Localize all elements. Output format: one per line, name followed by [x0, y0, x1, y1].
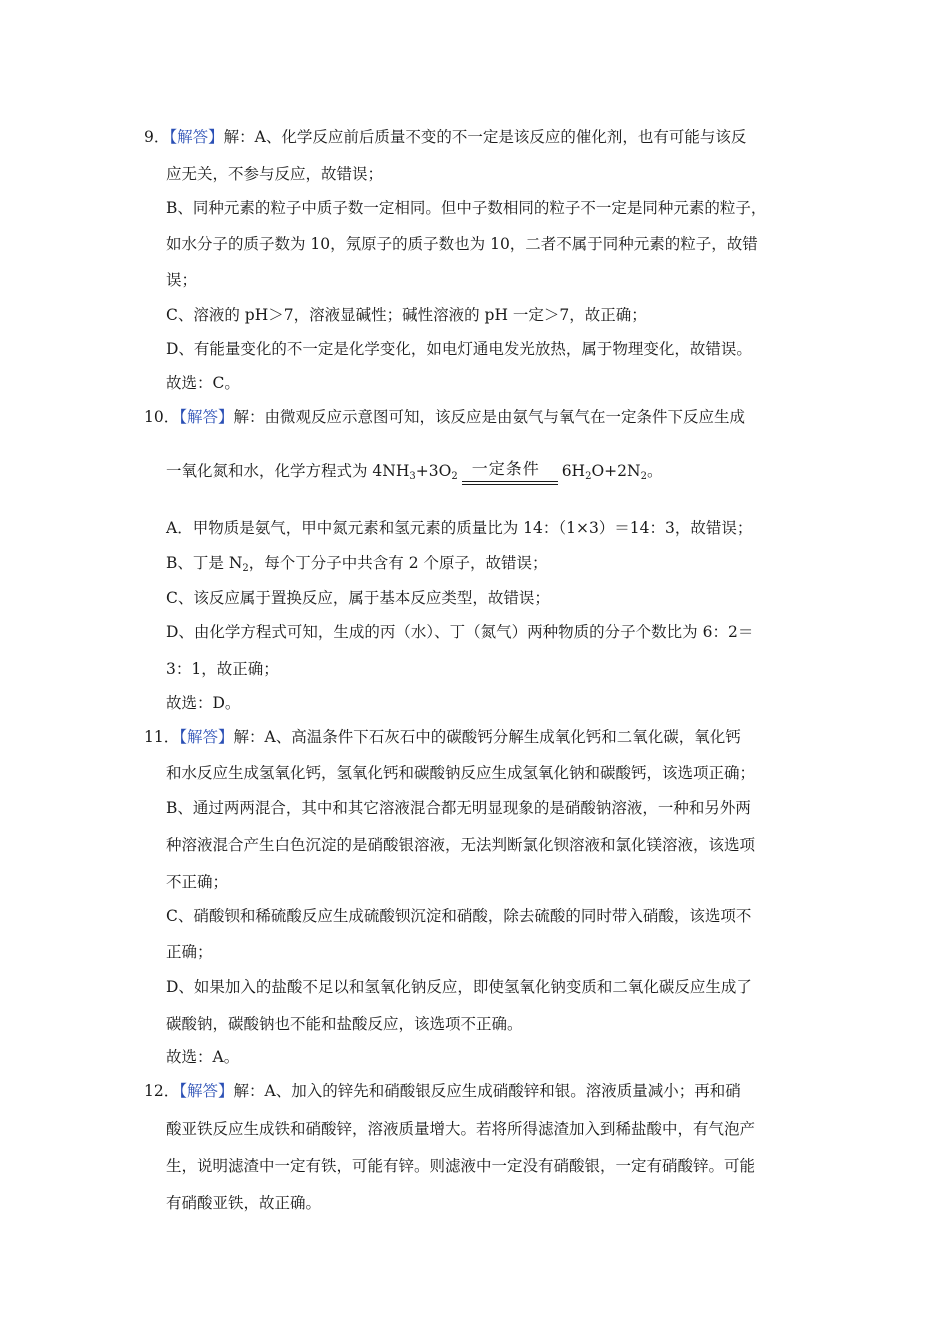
equals-bar	[462, 481, 558, 482]
text-segment: ，每个丁分子中共含有 2 个原子，故错误；	[248, 554, 548, 572]
text-segment: B、丁是 N	[166, 554, 243, 572]
reaction-condition	[462, 461, 558, 481]
q11-first-line	[144, 727, 741, 747]
q10-line-7: 3：1，故正确；	[166, 660, 279, 678]
equation-end: 。	[646, 462, 663, 480]
q9-line-4: 如水分子的质子数为 10，氖原子的质子数也为 10，二者不属于同种元素的粒子，故错	[166, 235, 758, 253]
equation-product: O+2N	[591, 462, 641, 480]
q10-equation-line	[166, 461, 662, 481]
q9-number: 9．	[144, 128, 170, 146]
subscript: 2	[451, 471, 458, 482]
q10-line-6: D、由化学方程式可知，生成的丙（水）、丁（氮气）两种物质的分子个数比为 6：2＝	[166, 623, 754, 641]
q9-line-3: B、同种元素的粒子中质子数一定相同。但中子数相同的粒子不一定是同种元素的粒子，	[166, 199, 767, 217]
q10-first-line	[144, 407, 745, 427]
subscript: 2	[242, 563, 249, 574]
q10-text: 解：由微观反应示意图可知，该反应是由氨气与氧气在一定条件下反应生成	[233, 408, 746, 426]
subscript: 2	[585, 471, 592, 482]
q11-choice: 故选：A。	[166, 1048, 240, 1066]
q11-line-6: C、硝酸钡和稀硫酸反应生成硫酸钡沉淀和硝酸，除去硫酸的同时带入硝酸，该选项不	[166, 907, 752, 925]
q9-answer-tag: 【解答】	[169, 128, 224, 146]
condition-text: 一定条件	[471, 459, 540, 478]
q12-number: 12．	[144, 1082, 180, 1100]
q10-choice: 故选：D。	[166, 694, 241, 712]
q10-number: 10．	[144, 408, 180, 426]
q12-line-4: 有硝酸亚铁，故正确。	[166, 1194, 322, 1212]
subscript: 3	[409, 471, 416, 482]
subscript: 2	[640, 471, 647, 482]
q9-line-5: 误；	[166, 271, 198, 289]
q9-choice: 故选：C。	[166, 374, 240, 392]
q11-line-8: D、如果加入的盐酸不足以和氢氧化钠反应，即使氢氧化钠变质和二氧化碳反应生成了	[166, 978, 752, 996]
q11-line-4: 种溶液混合产生白色沉淀的是硝酸银溶液，无法判断氯化钡溶液和氯化镁溶液，该选项	[166, 836, 756, 854]
equation-product: 6H	[561, 462, 586, 480]
q11-line-7: 正确；	[166, 943, 213, 961]
q10-line-5: C、该反应属于置换反应，属于基本反应类型，故错误；	[166, 589, 550, 607]
q11-line-9: 碳酸钠，碳酸钠也不能和盐酸反应，该选项不正确。	[166, 1015, 523, 1033]
q9-text: 解：A、化学反应前后质量不变的不一定是该反应的催化剂，也有可能与该反	[223, 128, 747, 146]
q12-line-2: 酸亚铁反应生成铁和硝酸锌，溶液质量增大。若将所得滤渣加入到稀盐酸中，有气泡产	[166, 1120, 756, 1138]
q12-answer-tag: 【解答】	[179, 1082, 234, 1100]
q11-line-3: B、通过两两混合，其中和其它溶液混合都无明显现象的是硝酸钠溶液，一种和另外两	[166, 799, 751, 817]
q12-line-3: 生，说明滤渣中一定有铁，可能有锌。则滤液中一定没有硝酸银，一定有硝酸锌。可能	[166, 1157, 756, 1175]
q9-line-6: C、溶液的 pH＞7，溶液显碱性；碱性溶液的 pH 一定＞7，故正确；	[166, 306, 647, 324]
q11-text: 解：A、高温条件下石灰石中的碳酸钙分解生成氧化钙和二氧化碳，氧化钙	[233, 728, 741, 746]
q11-line-5: 不正确；	[166, 873, 229, 891]
q10-answer-tag: 【解答】	[179, 408, 234, 426]
q9-first-line	[144, 127, 746, 147]
equation-prefix: 一氧化氮和水，化学方程式为 4NH	[166, 462, 410, 480]
q9-line-7: D、有能量变化的不一定是化学变化，如电灯通电发光放热，属于物理变化，故错误。	[166, 340, 752, 358]
q12-text: 解：A、加入的锌先和硝酸银反应生成硝酸锌和银。溶液质量减小；再和硝	[233, 1082, 741, 1100]
q9-line-2: 应无关，不参与反应，故错误；	[166, 165, 384, 183]
equals-bar	[462, 484, 558, 485]
equation-reactant: +3O	[415, 462, 452, 480]
q10-line-4	[166, 553, 547, 573]
q12-first-line	[144, 1081, 741, 1101]
q11-number: 11．	[144, 728, 180, 746]
q10-line-3: A．甲物质是氨气，甲中氮元素和氢元素的质量比为 14：（1×3）＝14：3，故错误；	[166, 519, 753, 537]
q11-line-2: 和水反应生成氢氧化钙，氢氧化钙和碳酸钠反应生成氢氧化钠和碳酸钙，该选项正确；	[166, 764, 756, 782]
q11-answer-tag: 【解答】	[179, 728, 234, 746]
